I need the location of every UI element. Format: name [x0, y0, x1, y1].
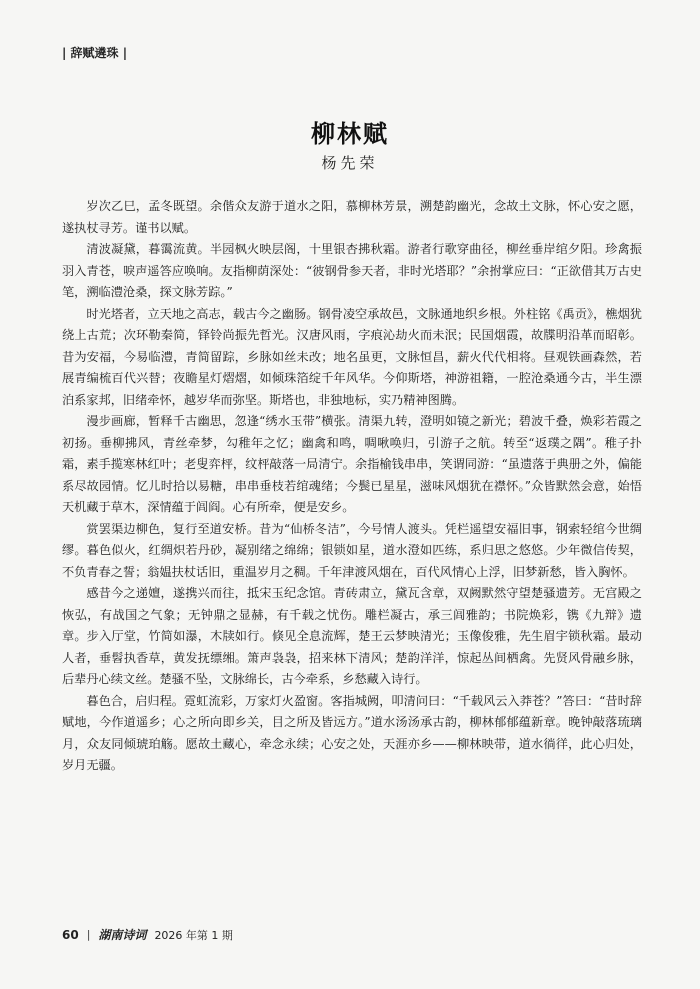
paragraph: 岁次乙巳，孟冬既望。余偕众友游于道水之阳，慕柳林芳景，溯楚韵幽光，念故土文脉，怀心安之愿，遂执杖寻芳。谨书以赋。: [62, 199, 642, 235]
article-title: 柳林赋: [311, 119, 389, 148]
footer-divider: |: [86, 928, 91, 941]
issue-label: 2026 年第 1 期: [154, 928, 233, 942]
paragraph: 漫步画廊，暂释千古幽思，忽逢“绣水玉带”横张。清渠九转，澄明如镜之新光；碧波千叠，焕彩若霞之初扬。垂柳拂风，青丝牵梦，勾稚年之忆；幽禽和鸣，啁啾唤归，引游子之航。转至“返璞之隅”。稚子扑霜，素手揽寒林红叶；老叟弈枰，纹枰敲落一局清宁。余指榆钱串串，笑谓同游：“虽遗落于典册之外，偏能系尽故园情。忆儿时拾以易糖，串串垂枝若绾魂绪；今鬓已星星，滋味风烟犹在襟怀。”众皆默然会意，始悟天机藏于草木，深情蕴于闾阎。心有所牵，便是安乡。: [62, 414, 642, 514]
page-footer: [62, 926, 233, 943]
article-body: [62, 196, 642, 777]
paragraph: 清波凝黛，暮霭流黄。半园枫火映层阁，十里银杏拂秋霜。游者行歌穿曲径，柳丝垂岸绾夕阳。珍禽振羽入青苍，唳声遥答应唤响。友指柳荫深处：“彼钢骨参天者，非时光塔耶？”余拊掌应曰：“正欲借其万古史笔，溯临澧沧桑，探文脉芳踪。”: [62, 242, 642, 299]
page-number: 60: [62, 927, 79, 942]
article-author: 杨先荣: [321, 154, 379, 172]
column-tag: | 辞赋遴珠 |: [62, 46, 128, 60]
paragraph: 时光塔者，立天地之高志，载古今之幽肠。钢骨凌空承故邑，文脉通地织乡根。外柱铭《禹贡》，樵烟犹绕上古荒；次环勒秦简，铎铃尚振先哲光。汉唐风雨，字痕沁劫火而未泯；民国烟霞，故牒明沿革而昭彰。昔为安福，今易临澧，青简留踪，乡脉如丝未改；地名虽更，文脉恒昌，薪火代代相将。昼观铁画森然，若展青编梳百代兴替；夜瞻星灯熠熠，如倾珠箔绽千年风华。今仰斯塔，神游祖籍，一腔沧桑通今古，半生漂泊系家邦，旧绪牵怀，越岁华而弥坚。斯塔也，非独地标，实乃精神图腾。: [62, 306, 642, 407]
paragraph: 暮色合，启归程。霓虹流彩，万家灯火盈窗。客指城阙，叩清问曰：“千载风云入莽苍？”答曰：“昔时辞赋地，今作道遥乡；心之所向即乡关，目之所及皆远方。”道水汤汤承古韵，柳林郁郁蕴新章。晚钟敲落琉璃月，众友同倾琥珀觞。愿故土藏心，牵念永续；心安之处，天涯亦乡——柳林映带，道水徜徉，此心归处，岁月无疆。: [62, 693, 642, 772]
paragraph: 赏罢渠边柳色，复行至道安桥。昔为“仙桥冬洁”，今号情人渡头。凭栏遥望安福旧事，钢索轻绾今世绸缪。暮色似火，红绸炽若丹砂，凝别绪之绵绵；银锁如星，道水澄如匹练，系归思之悠悠。少年微信传契，不负青春之誓；翁媪扶杖话旧，重温岁月之稠。千年津渡风烟在，百代风情心上浮，旧梦新愁，皆入胸怀。: [62, 521, 642, 579]
paragraph: 感昔今之递嬗，遂携兴而往，抵宋玉纪念馆。青砖肃立，黛瓦含章，双阙默然守望楚骚遗芳。无宫殿之恢弘，有战国之气象；无钟鼎之显赫，有千载之忧伤。雕栏凝古，承三闾雅韵；书院焕彩，镌《九辩》遗章。步入厅堂，竹简如瀑，木牍如行。倏见全息流辉，楚王云梦映清光；玉像俊雅，先生眉宇锁秋霜。最动人者，垂髫执香草，黄发抚缥缃。箫声袅袅，招来林下清风；楚韵洋洋，惊起丛间栖禽。先贤风骨融乡脉，后辈丹心续文丝。楚骚不坠，文脉绵长，古今牵系，乡愁藏入诗行。: [62, 586, 642, 686]
magazine-name: 湖南诗词: [98, 928, 147, 942]
